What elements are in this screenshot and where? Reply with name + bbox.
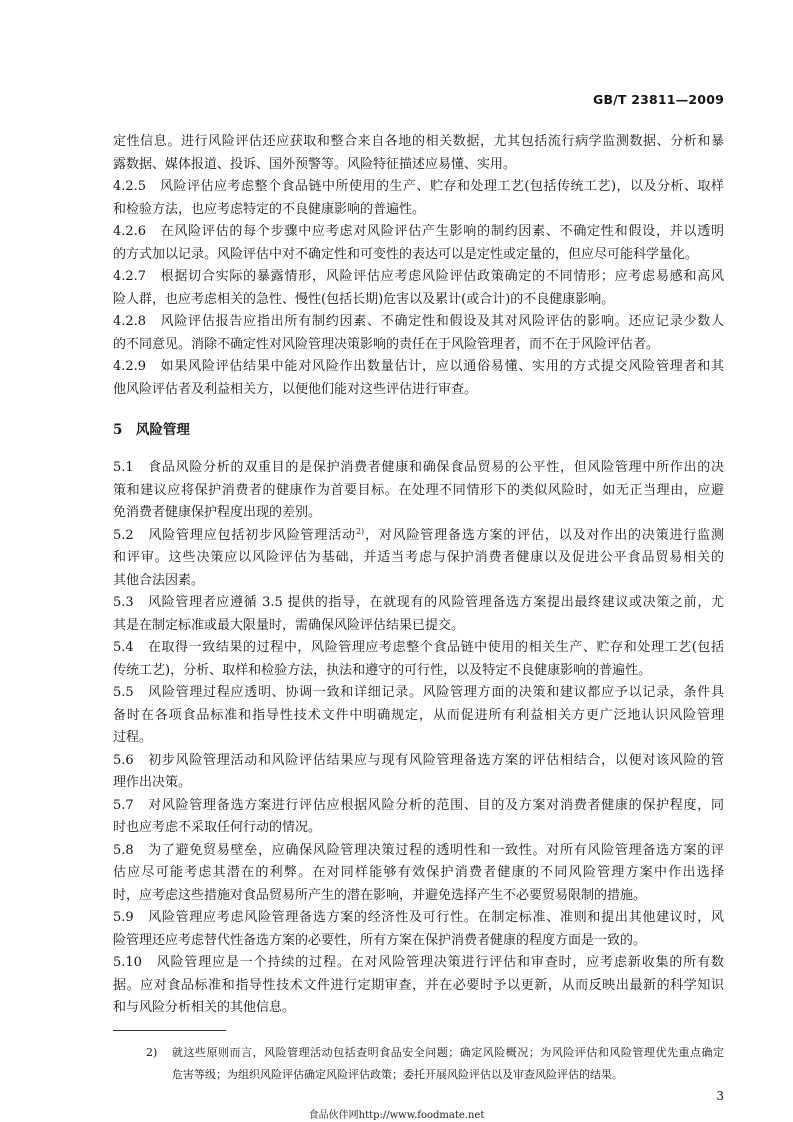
- text-line: 的不同意见。消除不确定性对风险管理决策影响的责任在于风险管理者，而不在于风险评估者。: [113, 336, 660, 352]
- footnote-divider: [113, 1030, 226, 1031]
- text-line: 其他合法因素。: [113, 572, 205, 588]
- section-heading: 5 风险管理: [113, 422, 190, 438]
- text-line: 5.5 风险管理过程应透明、协调一致和详细记录。风险管理方面的决策和建议都应予以记录，条件具: [113, 685, 724, 700]
- text-line: 他风险评估者及利益相关方，以便他们能对这些评估进行审查。: [113, 381, 478, 397]
- text-line: 4.2.7 根据切合实际的暴露情形，风险评估应考虑风险评估政策确定的不同情形；应考虑易感和高风: [113, 269, 724, 284]
- text-line: 过程。: [113, 730, 153, 745]
- text-line: 5.9 风险管理应考虑风险管理备选方案的经济性及可行性。在制定标准、准则和提出其他建议时，风: [113, 910, 724, 925]
- clause-4-2-7: [113, 266, 724, 311]
- clause-4-2-6: [113, 221, 724, 266]
- clause-5-1: [113, 457, 724, 525]
- clause-5-8: [113, 840, 724, 908]
- text-line: 和检验方法，也应考虑特定的不良健康影响的普遍性。: [113, 201, 426, 217]
- clause-5-6: [113, 750, 724, 795]
- footnote-text: [172, 1042, 724, 1086]
- text-line: 定性信息。进行风险评估还应获取和整合来自各地的相关数据，尤其包括流行病学监测数据、分析和暴: [113, 134, 724, 149]
- text-line: 5.7 对风险管理备选方案进行评估应根据风险分析的范围、目的及方案对消费者健康的保护程度，同: [113, 797, 724, 813]
- clause-4-2-8: [113, 311, 724, 356]
- text-segment: ，对风险管理备选方案的评估，以及对作出的决策进行监测: [364, 527, 724, 543]
- text-line: 5.6 初步风险管理活动和风险评估结果应与现有风险管理备选方案的评估相结合，以便对该风险的管: [113, 752, 724, 768]
- text-line: 险人群，也应考虑相关的急性、慢性(包括长期)危害以及累计(或合计)的不良健康影响。: [113, 291, 615, 307]
- text-line: 据。应对食品标准和指导性技术文件进行定期审查，并在必要时予以更新，从而反映出最新的科学知识: [113, 977, 724, 993]
- text-line: 4.2.9 如果风险评估结果中能对风险作出数量估计，应以通俗易懂、实用的方式提交风险管理者和其: [113, 359, 724, 374]
- text-line: [113, 525, 724, 548]
- text-line: 其是在制定标准或最大限量时，需确保风险评估结果已提交。: [113, 617, 465, 633]
- text-line: 5.4 在取得一致结果的过程中，风险管理应考虑整个食品链中使用的相关生产、贮存和处理工艺(包括: [113, 640, 724, 655]
- text-segment: 5.2 风险管理应包括初步风险管理活动: [113, 527, 356, 543]
- footer-watermark: 食品伙伴网http://www.foodmate.net: [308, 1110, 485, 1121]
- clause-5-2: [113, 525, 724, 593]
- text-line: 4.2.8 风险评估报告应指出所有制约因素、不确定性和假设及其对风险评估的影响。还应记录少数人: [113, 314, 724, 329]
- text-line: 4.2.5 风险评估应考虑整个食品链中所使用的生产、贮存和处理工艺(包括传统工艺)，以及分析、取样: [113, 179, 724, 194]
- text-line: 的方式加以记录。风险评估中对不确定性和可变性的表达可以是定性或定量的，但应尽可能科学量化。: [113, 246, 699, 262]
- body-text: [113, 131, 724, 1020]
- footnote: [146, 1042, 724, 1086]
- clause-5-9: [113, 907, 724, 952]
- text-line: 时，应考虑这些措施对食品贸易所产生的潜在影响，并避免选择产生不必要贸易限制的措施。: [113, 887, 647, 903]
- standard-code-header: GB/T 23811—2009: [592, 92, 724, 107]
- text-line: 5.8 为了避免贸易壁垒，应确保风险管理决策过程的透明性和一致性。对所有风险管理备选方案的评: [113, 842, 724, 858]
- clause-5-4: [113, 637, 724, 682]
- text-line: 露数据、媒体报道、投诉、国外预警等。风险特征描述应易懂、实用。: [113, 156, 517, 172]
- paragraph-continuation: [113, 131, 724, 176]
- text-line: 5.1 食品风险分析的双重目的是保护消费者健康和确保食品贸易的公平性，但风险管理中所作出的决: [113, 460, 724, 475]
- text-line: 和评审。这些决策应以风险评估为基础，并适当考虑与保护消费者健康以及促进公平食品贸易相关的: [113, 550, 724, 565]
- clause-4-2-5: [113, 176, 724, 221]
- text-line: 5.3 风险管理者应遵循 3.5 提供的指导，在就现有的风险管理备选方案提出最终建议或决策之前，尤: [113, 595, 724, 610]
- text-line: 传统工艺)，分析、取样和检验方法，执法和遵守的可行性，以及特定不良健康影响的普遍性。: [113, 662, 652, 678]
- clause-5-3: [113, 592, 724, 637]
- text-line: 时也应考虑不采取任何行动的情况。: [113, 820, 322, 835]
- clause-4-2-9: [113, 356, 724, 401]
- text-line: 策和建议应将保护消费者的健康作为首要目标。在处理不同情形下的类似风险时，如无正当理由，应避: [113, 482, 724, 498]
- clause-5-5: [113, 682, 724, 750]
- text-line: 备时在各项食品标准和指导性技术文件中明确规定，从而促进所有利益相关方更广泛地认识风险管理: [113, 707, 724, 723]
- footnote-line: 就这些原则而言，风险管理活动包括查明食品安全问题；确定风险概况；为风险评估和风险管理优先重点确定: [172, 1046, 724, 1059]
- footnote-reference: 2): [355, 526, 365, 536]
- footnote-marker: 2): [146, 1046, 158, 1059]
- text-line: 5.10 风险管理应是一个持续的过程。在对风险管理决策进行评估和审查时，应考虑新收集的所有数: [113, 955, 724, 970]
- clause-5-7: [113, 795, 724, 840]
- text-line: 免消费者健康保护程度出现的差别。: [113, 505, 322, 520]
- text-line: 估应尽可能考虑其潜在的利弊。在对同样能够有效保护消费者健康的不同风险管理方案中作出选择: [113, 865, 724, 880]
- text-line: 4.2.6 在风险评估的每个步骤中应考虑对风险评估产生影响的制约因素、不确定性和假设，并以透明: [113, 224, 724, 239]
- text-line: 险管理还应考虑替代性备选方案的必要性，所有方案在保护消费者健康的程度方面是一致的。: [113, 932, 647, 948]
- text-line: 理作出决策。: [113, 775, 192, 790]
- text-line: 和与风险分析相关的其他信息。: [113, 1000, 296, 1015]
- footnote-line: 危害等级；为组织风险评估确定风险评估政策；委托开展风险评估以及审查风险评估的结果。: [172, 1068, 623, 1081]
- page-number: 3: [716, 1089, 724, 1103]
- clause-5-10: [113, 952, 724, 1020]
